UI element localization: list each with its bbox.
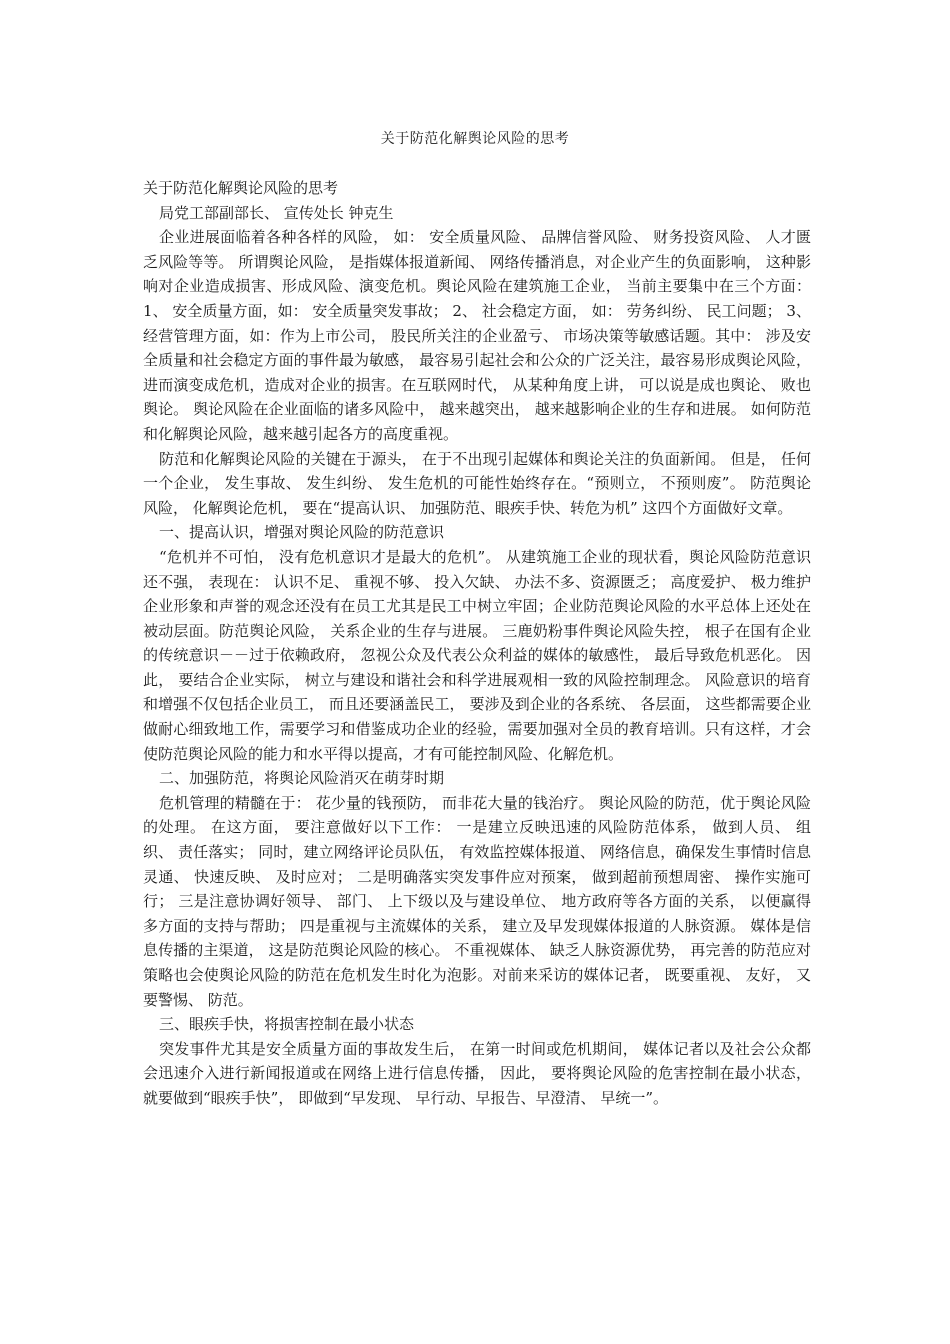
section-heading-1: 一、提高认识，增强对舆论风险的防范意识 [159, 523, 445, 542]
page-title: 关于防范化解舆论风险的思考 [380, 131, 570, 147]
paragraph-section-2: 危机管理的精髓在于： 花少量的钱预防， 而非花大量的钱治疗。 舆论风险的防范，优于舆论风险的处理。 在这方面， 要注意做好以下工作： 一是建立反映迅速的风险防范体系， 做到人员、 组织、 责任落实； 同时，建立网络评论员队伍， 有效监控媒体报道、 网络信息，确保发生事情时信息灵通、 快速反映、 及时应对； 二是明确落实突发事件应对预案， 做到超前预想周密、 操作实施可行； 三是注意协调好领导、 部门、 上下级以及与建设单位、 地方政府等各方面的关系， 以便赢得多方面的支持与帮助； 四是重视与主流媒体的关系， 建立及早发现媒体报道的人脉资源。 媒体是信息传播的主渠道， 这是防范舆论风险的核心。 不重视媒体、 缺乏人脉资源优势， 再完善的防范应对策略也会使舆论风险的防范在危机发生时化为泡影。对前来采访的媒体记者， 既要重视、 友好， 又要警惕、 防范。 [143, 793, 811, 1009]
paragraph-section-3: 突发事件尤其是安全质量方面的事故发生后， 在第一时间或危机期间， 媒体记者以及社会公众都会迅速介入进行新闻报道或在网络上进行信息传播， 因此， 要将舆论风险的危害控制在最小状态， 就要做到“眼疾手快”， 即做到“早发现、 早行动、早报告、早澄清、 早统一”。 [143, 1039, 811, 1107]
section-heading-3: 三、眼疾手快，将损害控制在最小状态 [159, 1015, 415, 1034]
paragraph-section-1: “危机并不可怕， 没有危机意识才是最大的危机”。 从建筑施工企业的现状看，舆论风险防范意识还不强， 表现在： 认识不足、 重视不够、 投入欠缺、 办法不多、资源匮乏； 高度爱护、 极力维护企业形象和声誉的观念还没有在员工尤其是民工中树立牢固；企业防范舆论风险的水平总体上还处在被动层面。防范舆论风险， 关系企业的生存与进展。 三鹿奶粉事件舆论风险失控， 根子在国有企业的传统意识－－过于依赖政府， 忽视公众及代表公众利益的媒体的敏感性， 最后导致危机恶化。 因此， 要结合企业实际， 树立与建设和谐社会和科学进展观相一致的风险控制理念。 风险意识的培育和增强不仅包括企业员工， 而且还要涵盖民工， 要涉及到企业的各系统、 各层面， 这些都需要企业做耐心细致地工作，需要学习和借鉴成功企业的经验，需要加强对全员的教育培训。只有这样，才会使防范舆论风险的能力和水平得以提高，才有可能控制风险、化解危机。 [143, 547, 811, 763]
author-line: 局党工部副部长、 宣传处长 钟克生 [159, 203, 394, 222]
section-heading-2: 二、加强防范，将舆论风险消灭在萌芽时期 [159, 769, 445, 788]
document-body [143, 176, 811, 1111]
paragraph-intro: 企业进展面临着各种各样的风险， 如： 安全质量风险、 品牌信誉风险、 财务投资风险、 人才匮乏风险等等。 所谓舆论风险， 是指媒体报道新闻、 网络传播消息，对企业产生的负面影响， 这种影响对企业造成损害、形成风险、演变危机。舆论风险在建筑施工企业， 当前主要集中在三个方面： 1、 安全质量方面，如： 安全质量突发事故； 2、 社会稳定方面， 如： 劳务纠纷、 民工问题； 3、 经营管理方面，如：作为上市公司， 股民所关注的企业盈亏、 市场决策等敏感话题。其中： 涉及安全质量和社会稳定方面的事件最为敏感， 最容易引起社会和公众的广泛关注，最容易形成舆论风险， 进而演变成危机，造成对企业的损害。在互联网时代， 从某种角度上讲， 可以说是成也舆论、 败也舆论。 舆论风险在企业面临的诸多风险中， 越来越突出， 越来越影响企业的生存和进展。 如何防范和化解舆论风险，越来越引起各方的高度重视。 [143, 228, 811, 443]
document-subtitle: 关于防范化解舆论风险的思考 [143, 179, 339, 197]
paragraph-key-source: 防范和化解舆论风险的关键在于源头， 在于不出现引起媒体和舆论关注的负面新闻。 但是， 任何一个企业， 发生事故、 发生纠纷、 发生危机的可能性始终存在。“预则立， 不预则废”。 防范舆论风险， 化解舆论危机， 要在“提高认识、 加强防范、眼疾手快、转危为机” 这四个方面做好文章。 [143, 449, 811, 517]
